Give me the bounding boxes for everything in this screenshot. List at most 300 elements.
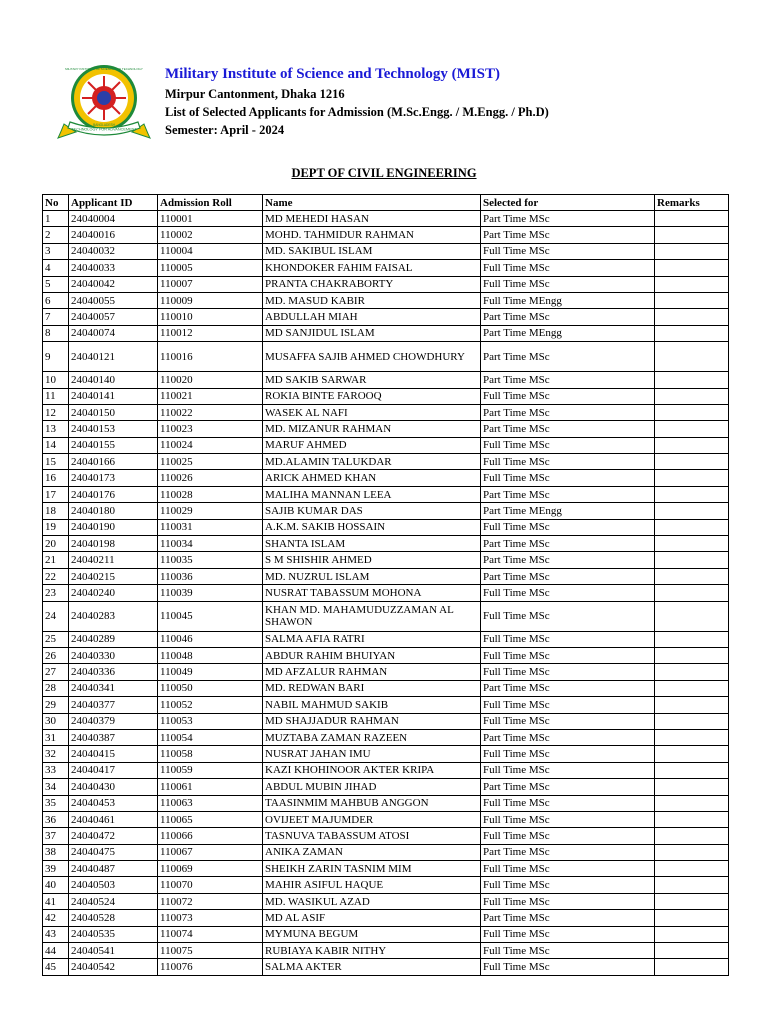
cell-name: S M SHISHIR AHMED	[263, 552, 481, 568]
cell-applicant-id: 24040461	[69, 811, 158, 827]
cell-selected-for: Full Time MEngg	[481, 292, 655, 308]
cell-applicant-id: 24040190	[69, 519, 158, 535]
cell-selected-for: Part Time MSc	[481, 680, 655, 696]
cell-admission-roll: 110016	[158, 342, 263, 372]
cell-name: RUBIAYA KABIR NITHY	[263, 943, 481, 959]
cell-applicant-id: 24040055	[69, 292, 158, 308]
table-row	[43, 486, 729, 502]
cell-name: MD SHAJJADUR RAHMAN	[263, 713, 481, 729]
cell-remarks	[655, 959, 729, 975]
cell-applicant-id: 24040387	[69, 729, 158, 745]
cell-no: 17	[43, 486, 69, 502]
table-row	[43, 292, 729, 308]
cell-applicant-id: 24040528	[69, 910, 158, 926]
cell-name: OVIJEET MAJUMDER	[263, 811, 481, 827]
col-header-admission-roll: Admission Roll	[158, 195, 263, 211]
cell-no: 36	[43, 811, 69, 827]
cell-selected-for: Full Time MSc	[481, 647, 655, 663]
cell-name: MUZTABA ZAMAN RAZEEN	[263, 729, 481, 745]
cell-applicant-id: 24040173	[69, 470, 158, 486]
table-row	[43, 601, 729, 631]
table-row	[43, 421, 729, 437]
cell-remarks	[655, 536, 729, 552]
cell-applicant-id: 24040141	[69, 388, 158, 404]
cell-name: MD. REDWAN BARI	[263, 680, 481, 696]
cell-applicant-id: 24040542	[69, 959, 158, 975]
cell-selected-for: Full Time MSc	[481, 877, 655, 893]
cell-remarks	[655, 437, 729, 453]
svg-text:TECHNOLOGY FOR ADVANCEMENT: TECHNOLOGY FOR ADVANCEMENT	[71, 127, 137, 132]
cell-admission-roll: 110050	[158, 680, 263, 696]
cell-selected-for: Full Time MSc	[481, 861, 655, 877]
cell-selected-for: Full Time MSc	[481, 746, 655, 762]
cell-selected-for: Part Time MSc	[481, 552, 655, 568]
cell-admission-roll: 110066	[158, 828, 263, 844]
cell-applicant-id: 24040330	[69, 647, 158, 663]
cell-applicant-id: 24040074	[69, 325, 158, 341]
cell-name: MD SANJIDUL ISLAM	[263, 325, 481, 341]
cell-name: MD SAKIB SARWAR	[263, 372, 481, 388]
cell-name: MD. NUZRUL ISLAM	[263, 568, 481, 584]
cell-admission-roll: 110069	[158, 861, 263, 877]
cell-remarks	[655, 828, 729, 844]
cell-remarks	[655, 729, 729, 745]
cell-applicant-id: 24040211	[69, 552, 158, 568]
cell-selected-for: Full Time MSc	[481, 926, 655, 942]
cell-remarks	[655, 552, 729, 568]
cell-admission-roll: 110039	[158, 585, 263, 601]
cell-admission-roll: 110073	[158, 910, 263, 926]
cell-applicant-id: 24040524	[69, 893, 158, 909]
cell-no: 4	[43, 260, 69, 276]
table-row	[43, 243, 729, 259]
cell-selected-for: Part Time MSc	[481, 227, 655, 243]
cell-no: 42	[43, 910, 69, 926]
cell-selected-for: Full Time MSc	[481, 697, 655, 713]
cell-selected-for: Part Time MSc	[481, 536, 655, 552]
cell-remarks	[655, 211, 729, 227]
table-row	[43, 893, 729, 909]
cell-name: MD.ALAMIN TALUKDAR	[263, 454, 481, 470]
cell-selected-for: Part Time MSc	[481, 568, 655, 584]
cell-name: SAJIB KUMAR DAS	[263, 503, 481, 519]
cell-no: 18	[43, 503, 69, 519]
cell-remarks	[655, 292, 729, 308]
table-row	[43, 585, 729, 601]
institute-title: Military Institute of Science and Technology (MIST)	[165, 66, 501, 82]
cell-applicant-id: 24040180	[69, 503, 158, 519]
table-row	[43, 276, 729, 292]
cell-applicant-id: 24040341	[69, 680, 158, 696]
cell-remarks	[655, 404, 729, 420]
cell-remarks	[655, 227, 729, 243]
cell-name: ABDUR RAHIM BHUIYAN	[263, 647, 481, 663]
cell-no: 32	[43, 746, 69, 762]
table-row	[43, 680, 729, 696]
cell-applicant-id: 24040487	[69, 861, 158, 877]
col-header-name: Name	[263, 195, 481, 211]
cell-admission-roll: 110034	[158, 536, 263, 552]
cell-remarks	[655, 519, 729, 535]
cell-remarks	[655, 647, 729, 663]
table-row	[43, 647, 729, 663]
cell-admission-roll: 110028	[158, 486, 263, 502]
table-row	[43, 664, 729, 680]
cell-no: 11	[43, 388, 69, 404]
cell-selected-for: Full Time MSc	[481, 795, 655, 811]
cell-admission-roll: 110020	[158, 372, 263, 388]
table-row	[43, 404, 729, 420]
cell-no: 25	[43, 631, 69, 647]
cell-applicant-id: 24040016	[69, 227, 158, 243]
cell-no: 14	[43, 437, 69, 453]
cell-admission-roll: 110004	[158, 243, 263, 259]
cell-applicant-id: 24040057	[69, 309, 158, 325]
cell-no: 38	[43, 844, 69, 860]
cell-name: MD. WASIKUL AZAD	[263, 893, 481, 909]
table-row	[43, 309, 729, 325]
cell-selected-for: Part Time MSc	[481, 779, 655, 795]
cell-name: MALIHA MANNAN LEEA	[263, 486, 481, 502]
table-body	[43, 211, 729, 976]
cell-no: 15	[43, 454, 69, 470]
cell-no: 31	[43, 729, 69, 745]
applicants-table	[42, 194, 729, 976]
table-row	[43, 926, 729, 942]
cell-admission-roll: 110075	[158, 943, 263, 959]
cell-admission-roll: 110026	[158, 470, 263, 486]
table-row	[43, 697, 729, 713]
cell-applicant-id: 24040198	[69, 536, 158, 552]
cell-remarks	[655, 779, 729, 795]
cell-applicant-id: 24040176	[69, 486, 158, 502]
cell-admission-roll: 110067	[158, 844, 263, 860]
table-row	[43, 779, 729, 795]
table-row	[43, 877, 729, 893]
cell-applicant-id: 24040415	[69, 746, 158, 762]
cell-admission-roll: 110036	[158, 568, 263, 584]
semester-label: Semester: April - 2024	[165, 123, 285, 137]
table-row	[43, 372, 729, 388]
cell-admission-roll: 110009	[158, 292, 263, 308]
cell-applicant-id: 24040472	[69, 828, 158, 844]
cell-selected-for: Full Time MSc	[481, 585, 655, 601]
cell-applicant-id: 24040453	[69, 795, 158, 811]
cell-no: 29	[43, 697, 69, 713]
table-row	[43, 795, 729, 811]
cell-admission-roll: 110053	[158, 713, 263, 729]
table-row	[43, 519, 729, 535]
cell-selected-for: Full Time MSc	[481, 893, 655, 909]
cell-admission-roll: 110001	[158, 211, 263, 227]
table-row	[43, 631, 729, 647]
cell-admission-roll: 110063	[158, 795, 263, 811]
cell-name: NUSRAT JAHAN IMU	[263, 746, 481, 762]
cell-no: 37	[43, 828, 69, 844]
cell-admission-roll: 110048	[158, 647, 263, 663]
cell-admission-roll: 110029	[158, 503, 263, 519]
cell-remarks	[655, 664, 729, 680]
cell-remarks	[655, 342, 729, 372]
cell-name: ANIKA ZAMAN	[263, 844, 481, 860]
cell-selected-for: Part Time MSc	[481, 372, 655, 388]
cell-remarks	[655, 713, 729, 729]
cell-applicant-id: 24040004	[69, 211, 158, 227]
cell-selected-for: Full Time MSc	[481, 664, 655, 680]
cell-selected-for: Full Time MSc	[481, 260, 655, 276]
cell-no: 44	[43, 943, 69, 959]
mist-logo	[54, 62, 154, 142]
cell-applicant-id: 24040417	[69, 762, 158, 778]
cell-admission-roll: 110065	[158, 811, 263, 827]
cell-selected-for: Full Time MSc	[481, 959, 655, 975]
table-row	[43, 437, 729, 453]
table-row	[43, 342, 729, 372]
table-row	[43, 211, 729, 227]
cell-remarks	[655, 746, 729, 762]
cell-remarks	[655, 680, 729, 696]
cell-admission-roll: 110070	[158, 877, 263, 893]
cell-name: KHAN MD. MAHAMUDUZZAMAN AL SHAWON	[263, 601, 481, 631]
cell-selected-for: Full Time MSc	[481, 388, 655, 404]
table-row	[43, 388, 729, 404]
cell-applicant-id: 24040336	[69, 664, 158, 680]
cell-selected-for: Part Time MSc	[481, 342, 655, 372]
table-header-row	[43, 195, 729, 211]
cell-remarks	[655, 943, 729, 959]
cell-name: MARUF AHMED	[263, 437, 481, 453]
cell-remarks	[655, 585, 729, 601]
cell-name: TAASINMIM MAHBUB ANGGON	[263, 795, 481, 811]
cell-remarks	[655, 893, 729, 909]
cell-no: 7	[43, 309, 69, 325]
cell-no: 22	[43, 568, 69, 584]
cell-applicant-id: 24040541	[69, 943, 158, 959]
cell-name: PRANTA CHAKRABORTY	[263, 276, 481, 292]
cell-admission-roll: 110054	[158, 729, 263, 745]
cell-no: 27	[43, 664, 69, 680]
cell-remarks	[655, 795, 729, 811]
cell-selected-for: Full Time MSc	[481, 519, 655, 535]
cell-admission-roll: 110052	[158, 697, 263, 713]
cell-selected-for: Full Time MSc	[481, 631, 655, 647]
cell-name: ABDUL MUBIN JIHAD	[263, 779, 481, 795]
cell-applicant-id: 24040032	[69, 243, 158, 259]
cell-applicant-id: 24040140	[69, 372, 158, 388]
cell-no: 10	[43, 372, 69, 388]
cell-name: ARICK AHMED KHAN	[263, 470, 481, 486]
cell-remarks	[655, 762, 729, 778]
cell-remarks	[655, 601, 729, 631]
col-header-selected-for: Selected for	[481, 195, 655, 211]
cell-name: SALMA AKTER	[263, 959, 481, 975]
table-row	[43, 454, 729, 470]
cell-remarks	[655, 260, 729, 276]
cell-admission-roll: 110058	[158, 746, 263, 762]
cell-no: 12	[43, 404, 69, 420]
table-row	[43, 811, 729, 827]
cell-selected-for: Full Time MSc	[481, 943, 655, 959]
cell-applicant-id: 24040240	[69, 585, 158, 601]
cell-remarks	[655, 243, 729, 259]
table-row	[43, 260, 729, 276]
institute-address: Mirpur Cantonment, Dhaka 1216	[165, 87, 345, 101]
cell-name: A.K.M. SAKIB HOSSAIN	[263, 519, 481, 535]
cell-selected-for: Part Time MSc	[481, 910, 655, 926]
table-row	[43, 746, 729, 762]
cell-name: MD MEHEDI HASAN	[263, 211, 481, 227]
svg-text:MILITARY INSTITUTE OF SCIENCE: MILITARY INSTITUTE OF SCIENCE AND TECHNOLOGY	[65, 67, 143, 71]
cell-name: TASNUVA TABASSUM ATOSI	[263, 828, 481, 844]
col-header-remarks: Remarks	[655, 195, 729, 211]
table-row	[43, 227, 729, 243]
cell-name: MUSAFFA SAJIB AHMED CHOWDHURY	[263, 342, 481, 372]
cell-name: MD AL ASIF	[263, 910, 481, 926]
table-row	[43, 470, 729, 486]
cell-name: SHEIKH ZARIN TASNIM MIM	[263, 861, 481, 877]
cell-admission-roll: 110031	[158, 519, 263, 535]
table-row	[43, 503, 729, 519]
cell-selected-for: Full Time MSc	[481, 243, 655, 259]
cell-remarks	[655, 325, 729, 341]
table-row	[43, 552, 729, 568]
cell-admission-roll: 110059	[158, 762, 263, 778]
cell-remarks	[655, 568, 729, 584]
cell-name: WASEK AL NAFI	[263, 404, 481, 420]
cell-remarks	[655, 631, 729, 647]
cell-selected-for: Part Time MSc	[481, 729, 655, 745]
cell-remarks	[655, 811, 729, 827]
table-row	[43, 910, 729, 926]
cell-no: 13	[43, 421, 69, 437]
cell-remarks	[655, 388, 729, 404]
cell-admission-roll: 110005	[158, 260, 263, 276]
cell-no: 19	[43, 519, 69, 535]
cell-no: 9	[43, 342, 69, 372]
cell-admission-roll: 110072	[158, 893, 263, 909]
cell-admission-roll: 110010	[158, 309, 263, 325]
cell-name: MD. MIZANUR RAHMAN	[263, 421, 481, 437]
cell-name: NABIL MAHMUD SAKIB	[263, 697, 481, 713]
cell-selected-for: Full Time MSc	[481, 828, 655, 844]
cell-admission-roll: 110061	[158, 779, 263, 795]
cell-name: MD AFZALUR RAHMAN	[263, 664, 481, 680]
cell-applicant-id: 24040379	[69, 713, 158, 729]
cell-remarks	[655, 910, 729, 926]
cell-no: 34	[43, 779, 69, 795]
cell-applicant-id: 24040153	[69, 421, 158, 437]
cell-name: KHONDOKER FAHIM FAISAL	[263, 260, 481, 276]
cell-name: MD. MASUD KABIR	[263, 292, 481, 308]
cell-applicant-id: 24040535	[69, 926, 158, 942]
cell-applicant-id: 24040289	[69, 631, 158, 647]
table-row	[43, 828, 729, 844]
cell-remarks	[655, 503, 729, 519]
cell-remarks	[655, 926, 729, 942]
department-heading: DEPT OF CIVIL ENGINEERING	[291, 166, 477, 180]
cell-admission-roll: 110046	[158, 631, 263, 647]
cell-name: MOHD. TAHMIDUR RAHMAN	[263, 227, 481, 243]
cell-no: 5	[43, 276, 69, 292]
cell-no: 43	[43, 926, 69, 942]
cell-no: 2	[43, 227, 69, 243]
cell-selected-for: Full Time MSc	[481, 601, 655, 631]
table-row	[43, 536, 729, 552]
cell-admission-roll: 110002	[158, 227, 263, 243]
cell-admission-roll: 110024	[158, 437, 263, 453]
cell-no: 23	[43, 585, 69, 601]
table-row	[43, 729, 729, 745]
cell-no: 20	[43, 536, 69, 552]
table-row	[43, 325, 729, 341]
col-header-applicant-id: Applicant ID	[69, 195, 158, 211]
cell-selected-for: Full Time MSc	[481, 811, 655, 827]
table-row	[43, 959, 729, 975]
cell-admission-roll: 110021	[158, 388, 263, 404]
cell-selected-for: Part Time MEngg	[481, 325, 655, 341]
cell-selected-for: Full Time MSc	[481, 762, 655, 778]
cell-admission-roll: 110012	[158, 325, 263, 341]
cell-applicant-id: 24040121	[69, 342, 158, 372]
cell-selected-for: Part Time MSc	[481, 404, 655, 420]
cell-applicant-id: 24040283	[69, 601, 158, 631]
cell-no: 26	[43, 647, 69, 663]
cell-name: MYMUNA BEGUM	[263, 926, 481, 942]
table-row	[43, 861, 729, 877]
cell-applicant-id: 24040503	[69, 877, 158, 893]
cell-applicant-id: 24040475	[69, 844, 158, 860]
cell-name: SHANTA ISLAM	[263, 536, 481, 552]
cell-admission-roll: 110025	[158, 454, 263, 470]
cell-remarks	[655, 861, 729, 877]
cell-selected-for: Full Time MSc	[481, 713, 655, 729]
table-row	[43, 762, 729, 778]
cell-remarks	[655, 470, 729, 486]
cell-applicant-id: 24040166	[69, 454, 158, 470]
cell-no: 45	[43, 959, 69, 975]
cell-admission-roll: 110022	[158, 404, 263, 420]
cell-no: 21	[43, 552, 69, 568]
cell-remarks	[655, 421, 729, 437]
cell-no: 41	[43, 893, 69, 909]
cell-admission-roll: 110076	[158, 959, 263, 975]
cell-no: 6	[43, 292, 69, 308]
cell-remarks	[655, 276, 729, 292]
cell-admission-roll: 110045	[158, 601, 263, 631]
cell-selected-for: Part Time MSc	[481, 844, 655, 860]
cell-selected-for: Part Time MEngg	[481, 503, 655, 519]
cell-name: ABDULLAH MIAH	[263, 309, 481, 325]
cell-no: 24	[43, 601, 69, 631]
cell-remarks	[655, 454, 729, 470]
cell-applicant-id: 24040033	[69, 260, 158, 276]
svg-text:BANGLADESH: BANGLADESH	[93, 123, 115, 127]
table-row	[43, 713, 729, 729]
cell-no: 30	[43, 713, 69, 729]
cell-applicant-id: 24040430	[69, 779, 158, 795]
cell-admission-roll: 110049	[158, 664, 263, 680]
table-row	[43, 568, 729, 584]
cell-selected-for: Part Time MSc	[481, 211, 655, 227]
cell-name: SALMA AFIA RATRI	[263, 631, 481, 647]
table-row	[43, 943, 729, 959]
cell-selected-for: Full Time MSc	[481, 470, 655, 486]
cell-no: 1	[43, 211, 69, 227]
cell-name: ROKIA BINTE FAROOQ	[263, 388, 481, 404]
cell-no: 39	[43, 861, 69, 877]
cell-remarks	[655, 309, 729, 325]
cell-no: 40	[43, 877, 69, 893]
